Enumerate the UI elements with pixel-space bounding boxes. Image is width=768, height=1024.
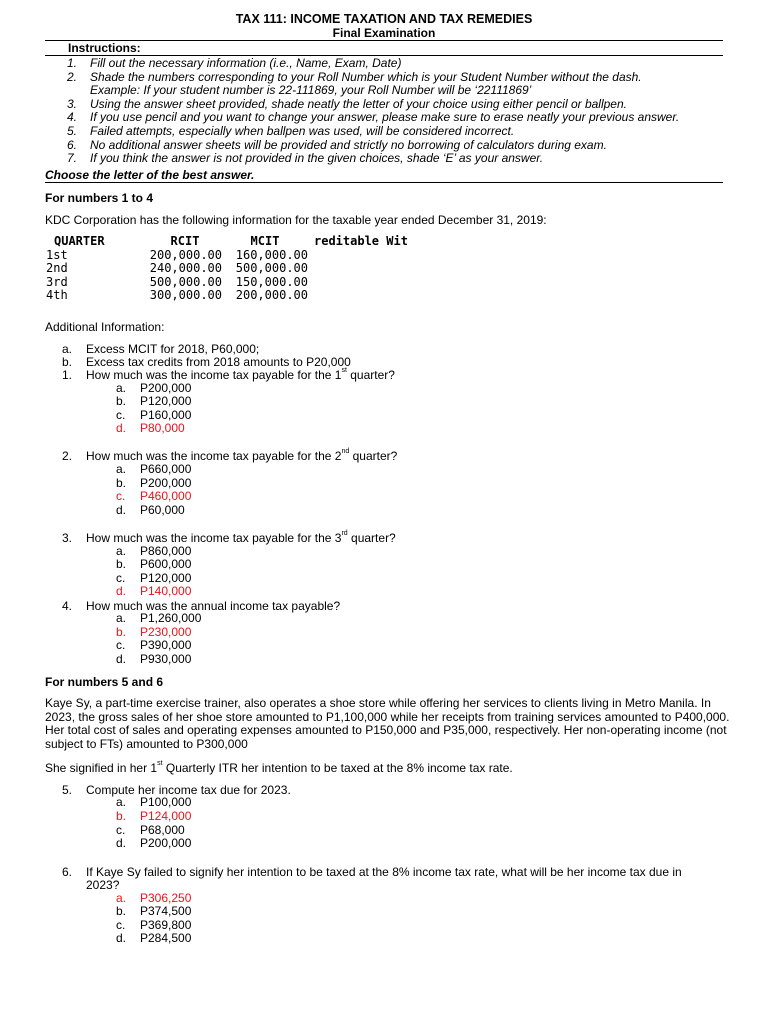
question-text: 2023? [86, 878, 120, 892]
table-cell [308, 249, 414, 263]
instruction-text: If you think the answer is not provided in the given choices, shade ‘E’ as your answer. [90, 151, 544, 166]
instruction-text: Using the answer sheet provided, shade neatly the letter of your choice using either pencil or ballpen. [90, 96, 627, 111]
table-row [46, 276, 414, 290]
instruction-number: 6. [67, 137, 78, 152]
divider [45, 40, 723, 41]
instruction-number: 5. [67, 123, 78, 138]
table-cell: 200,000.00 [149, 247, 222, 262]
table-header: QUARTER [54, 234, 105, 248]
instruction-number: 1. [67, 56, 78, 70]
table-cell: 150,000.00 [235, 274, 308, 289]
option-a[interactable]: a. P1,260,000 [116, 611, 202, 625]
option-b-answer[interactable]: b. P230,000 [116, 625, 192, 639]
question-text: If Kaye Sy failed to signify her intention to be taxed at the 8% income tax rate, what will be her income tax due in [86, 865, 682, 879]
question-number: 5. [62, 783, 73, 797]
table-cell [308, 276, 414, 290]
option-b[interactable]: b. P200,000 [116, 476, 192, 490]
question-text: How much was the income tax payable for the 2nd quarter? [86, 448, 398, 463]
quarter-table [46, 235, 414, 303]
table-cell [308, 262, 414, 276]
option-a-answer[interactable]: a. P306,250 [116, 891, 192, 905]
option-c[interactable]: c. P390,000 [116, 638, 192, 652]
table-header-row [46, 235, 414, 249]
table-cell: 2nd [46, 261, 68, 275]
choose-instruction: Choose the letter of the best answer. [45, 168, 255, 182]
table-header: RCIT [170, 234, 200, 248]
exam-title: TAX 111: INCOME TAXATION AND TAX REMEDIES [235, 12, 533, 26]
option-c[interactable]: c. P68,000 [116, 823, 185, 837]
question-text: How much was the income tax payable for the 3rd quarter? [86, 530, 396, 545]
instruction-text: Example: If your student number is 22-111869, your Roll Number will be ‘22111869’ [90, 83, 532, 98]
option-a[interactable]: a. P660,000 [116, 462, 192, 476]
option-d[interactable]: d. P200,000 [116, 836, 192, 850]
question-number: 3. [62, 531, 73, 545]
option-a[interactable]: a. P860,000 [116, 544, 192, 558]
table-cell: 160,000.00 [235, 247, 308, 262]
table-row [46, 249, 414, 263]
question-number: 4. [62, 599, 73, 613]
option-d[interactable]: d. P284,500 [116, 931, 192, 945]
question-text: How much was the annual income tax payable? [86, 599, 341, 613]
section-heading: For numbers 5 and 6 [45, 675, 164, 689]
item-text: Excess tax credits from 2018 amounts to P20,000 [86, 355, 351, 369]
option-d-answer[interactable]: d. P140,000 [116, 584, 192, 598]
item-label: a. [62, 342, 73, 356]
table-row [46, 262, 414, 276]
option-c[interactable]: c. P369,800 [116, 918, 192, 932]
option-d[interactable]: d. P930,000 [116, 652, 192, 666]
additional-info-heading: Additional Information: [45, 320, 165, 334]
question-text: Compute her income tax due for 2023. [86, 783, 291, 797]
table-cell [308, 289, 414, 303]
instruction-text: Shade the numbers corresponding to your Roll Number which is your Student Number without the dash. [90, 69, 642, 84]
table-cell: 240,000.00 [149, 261, 222, 275]
option-a[interactable]: a. P100,000 [116, 795, 192, 809]
table-row [46, 289, 414, 303]
divider [45, 182, 723, 183]
instruction-text: Failed attempts, especially when ballpen was used, will be considered incorrect. [90, 123, 515, 138]
table-cell: 3rd [46, 274, 68, 289]
option-d-answer[interactable]: d. P80,000 [116, 421, 185, 435]
option-b[interactable]: b. P120,000 [116, 394, 192, 408]
item-label: b. [62, 355, 73, 369]
option-c[interactable]: c. P160,000 [116, 408, 192, 422]
instruction-number: 7. [67, 151, 78, 166]
instruction-text: If you use pencil and you want to change your answer, please make sure to erase neatly your previous answer. [90, 110, 680, 125]
table-cell: 500,000.00 [149, 274, 222, 289]
option-c-answer[interactable]: c. P460,000 [116, 489, 192, 503]
section-intro: KDC Corporation has the following information for the taxable year ended December 31, 2019: [45, 213, 547, 227]
signified-statement: She signified in her 1st Quarterly ITR her intention to be taxed at the 8% income tax rate. [45, 760, 513, 775]
table-cell: 1st [46, 247, 68, 262]
item-text: Excess MCIT for 2018, P60,000; [86, 342, 260, 356]
instruction-number: 4. [67, 110, 78, 125]
option-b[interactable]: b. P374,500 [116, 904, 192, 918]
instruction-number: 3. [67, 96, 78, 111]
question-number: 1. [62, 368, 73, 382]
option-b[interactable]: b. P600,000 [116, 557, 192, 571]
option-d[interactable]: d. P60,000 [116, 503, 185, 517]
question-number: 2. [62, 449, 73, 463]
table-cell: 300,000.00 [149, 288, 222, 302]
option-c[interactable]: c. P120,000 [116, 571, 192, 585]
table-header: reditable Wit [314, 235, 408, 248]
instruction-text: Fill out the necessary information (i.e., Name, Exam, Date) [90, 56, 402, 70]
instructions-heading: Instructions: [68, 41, 141, 55]
table-cell: 500,000.00 [235, 261, 308, 275]
instruction-text: No additional answer sheets will be provided and strictly no borrowing of calculators during exam. [90, 137, 607, 152]
instruction-number: 2. [67, 69, 78, 84]
question-number: 6. [62, 865, 73, 879]
question-text: How much was the income tax payable for the 1st quarter? [86, 367, 395, 382]
case-paragraph: Kaye Sy, a part-time exercise trainer, also operates a shoe store while offering her services to clients living in Metro Manila. In 2023, the gross sales of her shoe store amounted to P1,100,000 while her receipts from training services amounted to P400,000. Her total cost of sales and operating expenses amounted to P150,000 and P35,000, respectively. Her non-operating income (not subject to FTs) amounted to P300,000 [45, 696, 730, 751]
table-cell: 200,000.00 [235, 288, 308, 302]
table-cell: 4th [46, 288, 68, 302]
table-header: MCIT [250, 234, 280, 248]
option-b-answer[interactable]: b. P124,000 [116, 809, 192, 823]
exam-subtitle: Final Examination [332, 26, 436, 40]
section-heading: For numbers 1 to 4 [45, 191, 154, 205]
option-a[interactable]: a. P200,000 [116, 381, 192, 395]
